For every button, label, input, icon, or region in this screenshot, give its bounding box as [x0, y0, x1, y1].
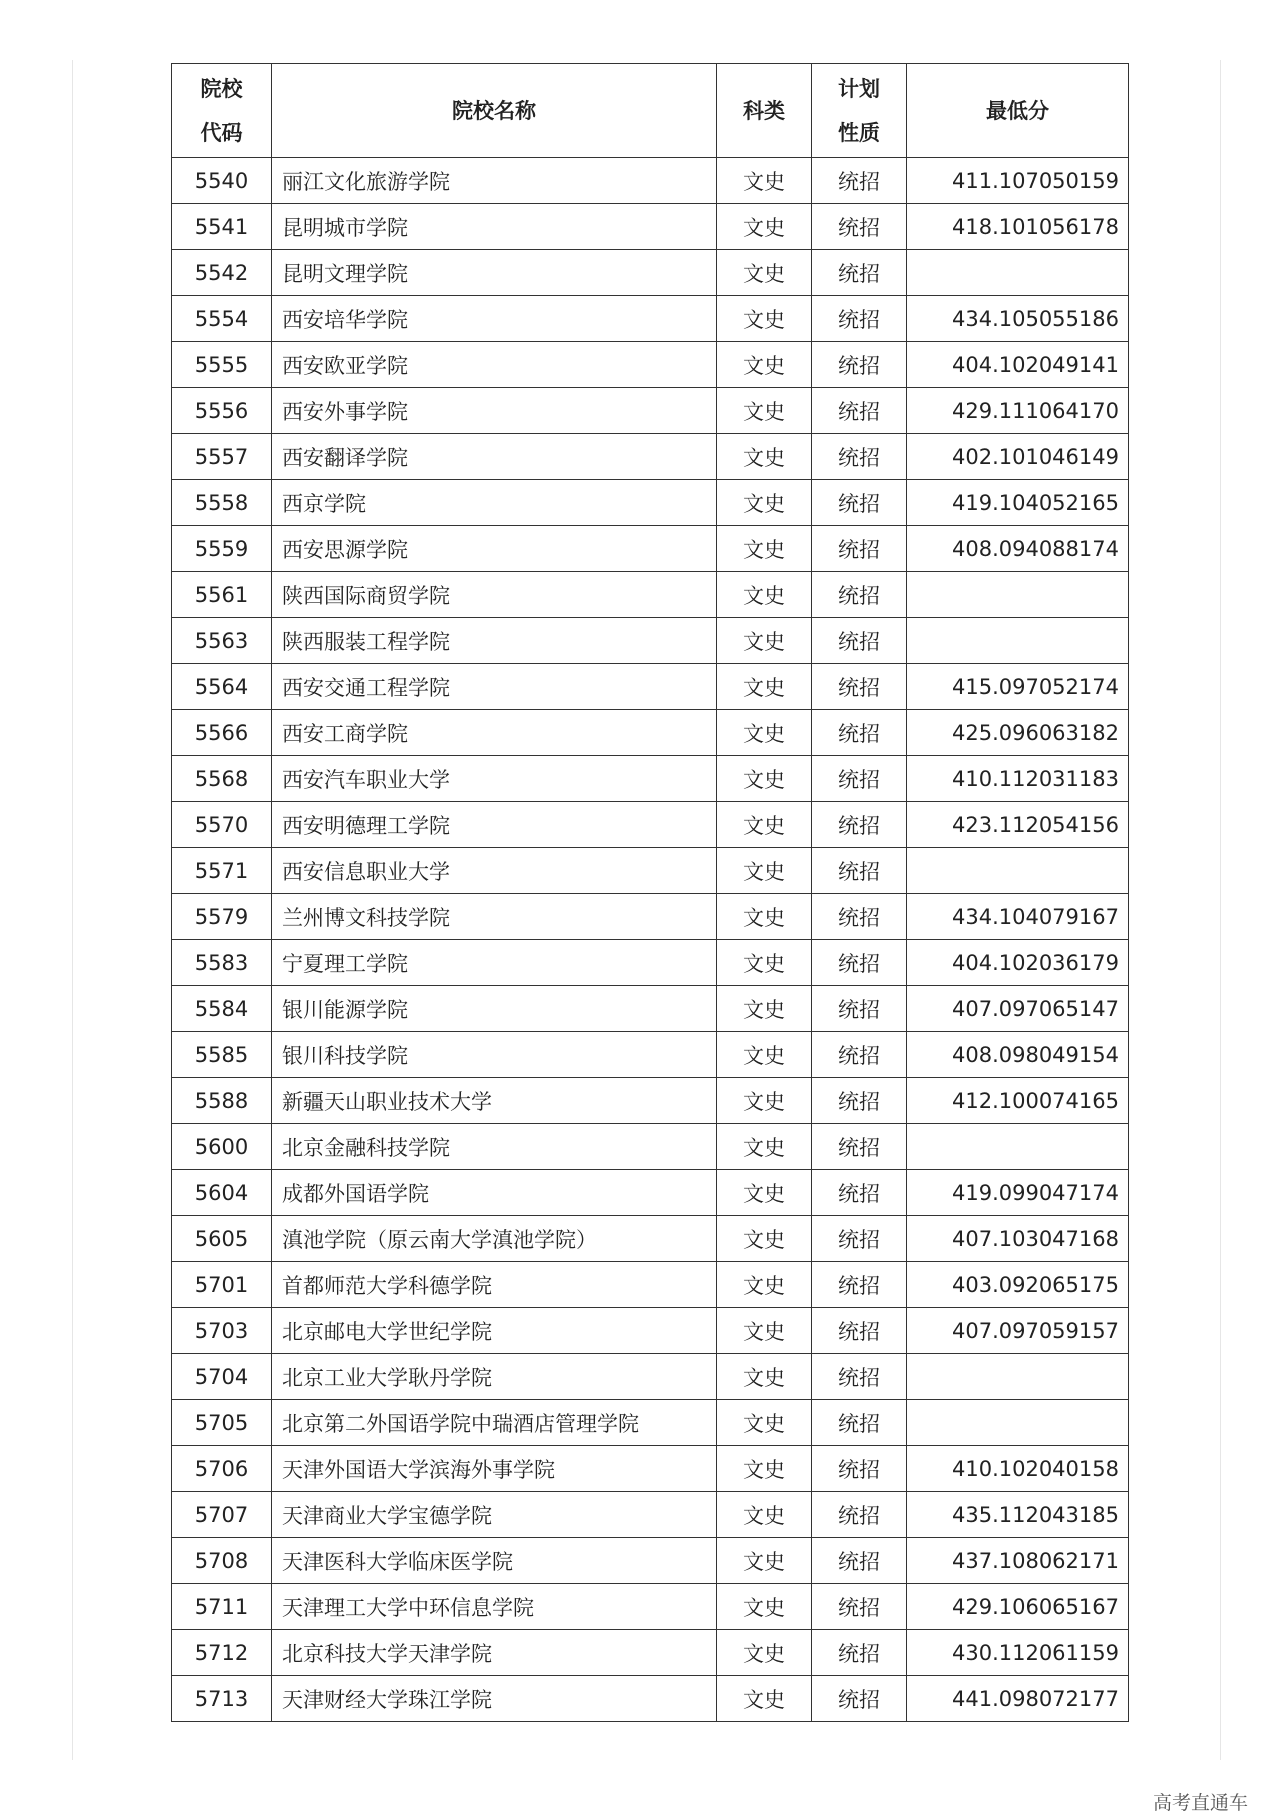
table-row [172, 572, 1129, 618]
table-row [172, 1492, 1129, 1538]
cell-school-name: 北京科技大学天津学院 [272, 1630, 717, 1676]
cell-school-name: 天津商业大学宝德学院 [272, 1492, 717, 1538]
cell-min-score: 434.105055186 [907, 296, 1129, 342]
cell-school-name: 银川能源学院 [272, 986, 717, 1032]
cell-min-score: 419.099047174 [907, 1170, 1129, 1216]
table-row [172, 388, 1129, 434]
cell-school-name: 北京邮电大学世纪学院 [272, 1308, 717, 1354]
cell-plan: 统招 [812, 342, 907, 388]
cell-code: 5713 [172, 1676, 272, 1722]
header-category: 科类 [717, 64, 812, 158]
cell-category: 文史 [717, 1216, 812, 1262]
cell-school-name: 天津财经大学珠江学院 [272, 1676, 717, 1722]
cell-code: 5540 [172, 158, 272, 204]
cell-code: 5554 [172, 296, 272, 342]
table-row [172, 1446, 1129, 1492]
cell-min-score: 429.111064170 [907, 388, 1129, 434]
cell-code: 5604 [172, 1170, 272, 1216]
table-row [172, 986, 1129, 1032]
cell-category: 文史 [717, 388, 812, 434]
table-row [172, 1032, 1129, 1078]
cell-code: 5564 [172, 664, 272, 710]
cell-category: 文史 [717, 1032, 812, 1078]
cell-plan: 统招 [812, 1538, 907, 1584]
cell-min-score: 402.101046149 [907, 434, 1129, 480]
cell-min-score: 434.104079167 [907, 894, 1129, 940]
cell-code: 5705 [172, 1400, 272, 1446]
cell-plan: 统招 [812, 848, 907, 894]
cell-plan: 统招 [812, 894, 907, 940]
cell-category: 文史 [717, 1078, 812, 1124]
cell-plan: 统招 [812, 1308, 907, 1354]
cell-category: 文史 [717, 1400, 812, 1446]
table-row [172, 802, 1129, 848]
cell-min-score: 407.097065147 [907, 986, 1129, 1032]
cell-school-name: 西安培华学院 [272, 296, 717, 342]
cell-plan: 统招 [812, 940, 907, 986]
cell-code: 5605 [172, 1216, 272, 1262]
cell-category: 文史 [717, 710, 812, 756]
cell-code: 5561 [172, 572, 272, 618]
cell-category: 文史 [717, 1308, 812, 1354]
cell-school-name: 西京学院 [272, 480, 717, 526]
cell-category: 文史 [717, 664, 812, 710]
cell-category: 文史 [717, 480, 812, 526]
cell-min-score: 425.096063182 [907, 710, 1129, 756]
cell-school-name: 西安汽车职业大学 [272, 756, 717, 802]
cell-plan: 统招 [812, 1446, 907, 1492]
cell-category: 文史 [717, 158, 812, 204]
table-row [172, 1400, 1129, 1446]
cell-school-name: 北京第二外国语学院中瑞酒店管理学院 [272, 1400, 717, 1446]
cell-min-score [907, 250, 1129, 296]
cell-plan: 统招 [812, 1492, 907, 1538]
cell-plan: 统招 [812, 250, 907, 296]
cell-school-name: 首都师范大学科德学院 [272, 1262, 717, 1308]
cell-min-score: 419.104052165 [907, 480, 1129, 526]
cell-code: 5585 [172, 1032, 272, 1078]
table-row [172, 664, 1129, 710]
cell-code: 5570 [172, 802, 272, 848]
right-margin-line [1220, 60, 1221, 1760]
cell-category: 文史 [717, 1124, 812, 1170]
cell-min-score: 423.112054156 [907, 802, 1129, 848]
cell-school-name: 天津外国语大学滨海外事学院 [272, 1446, 717, 1492]
cell-plan: 统招 [812, 1354, 907, 1400]
cell-plan: 统招 [812, 1216, 907, 1262]
cell-min-score: 415.097052174 [907, 664, 1129, 710]
cell-plan: 统招 [812, 1032, 907, 1078]
cell-code: 5571 [172, 848, 272, 894]
table-row [172, 848, 1129, 894]
cell-school-name: 西安交通工程学院 [272, 664, 717, 710]
cell-category: 文史 [717, 250, 812, 296]
admission-score-table [171, 63, 1129, 1722]
cell-school-name: 兰州博文科技学院 [272, 894, 717, 940]
cell-code: 5558 [172, 480, 272, 526]
cell-code: 5568 [172, 756, 272, 802]
cell-plan: 统招 [812, 1124, 907, 1170]
header-name: 院校名称 [272, 64, 717, 158]
cell-school-name: 天津医科大学临床医学院 [272, 1538, 717, 1584]
table-row [172, 296, 1129, 342]
cell-plan: 统招 [812, 1400, 907, 1446]
table-row [172, 1308, 1129, 1354]
cell-school-name: 昆明文理学院 [272, 250, 717, 296]
cell-category: 文史 [717, 802, 812, 848]
cell-min-score [907, 572, 1129, 618]
cell-min-score: 441.098072177 [907, 1676, 1129, 1722]
header-plan-label: 计划 性质 [838, 76, 880, 145]
cell-min-score: 407.103047168 [907, 1216, 1129, 1262]
cell-category: 文史 [717, 1630, 812, 1676]
cell-category: 文史 [717, 434, 812, 480]
cell-school-name: 陕西服装工程学院 [272, 618, 717, 664]
cell-school-name: 北京工业大学耿丹学院 [272, 1354, 717, 1400]
cell-category: 文史 [717, 986, 812, 1032]
cell-min-score [907, 618, 1129, 664]
cell-category: 文史 [717, 204, 812, 250]
cell-plan: 统招 [812, 204, 907, 250]
cell-category: 文史 [717, 1676, 812, 1722]
table-row [172, 1262, 1129, 1308]
cell-plan: 统招 [812, 1262, 907, 1308]
cell-code: 5584 [172, 986, 272, 1032]
cell-min-score: 404.102036179 [907, 940, 1129, 986]
cell-school-name: 西安欧亚学院 [272, 342, 717, 388]
cell-school-name: 丽江文化旅游学院 [272, 158, 717, 204]
cell-min-score [907, 848, 1129, 894]
table-row [172, 480, 1129, 526]
cell-plan: 统招 [812, 756, 907, 802]
cell-min-score [907, 1124, 1129, 1170]
table-row [172, 1078, 1129, 1124]
table-row [172, 1216, 1129, 1262]
cell-min-score: 407.097059157 [907, 1308, 1129, 1354]
header-min-score: 最低分 [907, 64, 1129, 158]
cell-category: 文史 [717, 894, 812, 940]
cell-code: 5712 [172, 1630, 272, 1676]
cell-school-name: 宁夏理工学院 [272, 940, 717, 986]
table-row [172, 1124, 1129, 1170]
table-row [172, 434, 1129, 480]
cell-code: 5701 [172, 1262, 272, 1308]
header-code-label: 院校 代码 [200, 76, 243, 145]
cell-school-name: 成都外国语学院 [272, 1170, 717, 1216]
table-row [172, 1630, 1129, 1676]
cell-plan: 统招 [812, 1630, 907, 1676]
cell-min-score: 408.094088174 [907, 526, 1129, 572]
header-plan [812, 64, 907, 158]
cell-min-score: 412.100074165 [907, 1078, 1129, 1124]
cell-category: 文史 [717, 1538, 812, 1584]
cell-min-score: 408.098049154 [907, 1032, 1129, 1078]
cell-plan: 统招 [812, 1676, 907, 1722]
table-row [172, 1538, 1129, 1584]
header-code [172, 64, 272, 158]
cell-code: 5559 [172, 526, 272, 572]
cell-school-name: 昆明城市学院 [272, 204, 717, 250]
cell-plan: 统招 [812, 802, 907, 848]
cell-school-name: 新疆天山职业技术大学 [272, 1078, 717, 1124]
table-row [172, 756, 1129, 802]
cell-min-score: 410.102040158 [907, 1446, 1129, 1492]
cell-code: 5706 [172, 1446, 272, 1492]
cell-plan: 统招 [812, 388, 907, 434]
cell-school-name: 西安翻译学院 [272, 434, 717, 480]
table-row [172, 342, 1129, 388]
cell-min-score: 435.112043185 [907, 1492, 1129, 1538]
cell-school-name: 西安外事学院 [272, 388, 717, 434]
cell-plan: 统招 [812, 1584, 907, 1630]
cell-category: 文史 [717, 1262, 812, 1308]
table-row [172, 204, 1129, 250]
cell-min-score: 404.102049141 [907, 342, 1129, 388]
cell-code: 5557 [172, 434, 272, 480]
cell-school-name: 西安思源学院 [272, 526, 717, 572]
table-row [172, 250, 1129, 296]
cell-category: 文史 [717, 848, 812, 894]
cell-school-name: 西安信息职业大学 [272, 848, 717, 894]
cell-code: 5588 [172, 1078, 272, 1124]
cell-category: 文史 [717, 618, 812, 664]
cell-code: 5541 [172, 204, 272, 250]
cell-code: 5542 [172, 250, 272, 296]
table-header-row [172, 64, 1129, 158]
cell-code: 5600 [172, 1124, 272, 1170]
cell-category: 文史 [717, 296, 812, 342]
left-margin-line [72, 60, 73, 1760]
cell-plan: 统招 [812, 158, 907, 204]
cell-category: 文史 [717, 1584, 812, 1630]
table-row [172, 1170, 1129, 1216]
cell-code: 5708 [172, 1538, 272, 1584]
cell-school-name: 西安明德理工学院 [272, 802, 717, 848]
table-row [172, 158, 1129, 204]
cell-code: 5556 [172, 388, 272, 434]
cell-plan: 统招 [812, 710, 907, 756]
cell-min-score: 437.108062171 [907, 1538, 1129, 1584]
cell-school-name: 滇池学院（原云南大学滇池学院） [272, 1216, 717, 1262]
cell-code: 5579 [172, 894, 272, 940]
table-row [172, 526, 1129, 572]
cell-category: 文史 [717, 1354, 812, 1400]
cell-code: 5707 [172, 1492, 272, 1538]
cell-code: 5703 [172, 1308, 272, 1354]
cell-school-name: 西安工商学院 [272, 710, 717, 756]
cell-min-score: 418.101056178 [907, 204, 1129, 250]
cell-school-name: 银川科技学院 [272, 1032, 717, 1078]
cell-school-name: 陕西国际商贸学院 [272, 572, 717, 618]
cell-code: 5583 [172, 940, 272, 986]
cell-school-name: 天津理工大学中环信息学院 [272, 1584, 717, 1630]
watermark-text: 高考直通车 [1152, 1792, 1248, 1814]
cell-category: 文史 [717, 1492, 812, 1538]
cell-min-score: 429.106065167 [907, 1584, 1129, 1630]
cell-school-name: 北京金融科技学院 [272, 1124, 717, 1170]
cell-category: 文史 [717, 1170, 812, 1216]
cell-category: 文史 [717, 572, 812, 618]
cell-plan: 统招 [812, 434, 907, 480]
table-row [172, 894, 1129, 940]
cell-plan: 统招 [812, 1170, 907, 1216]
table-row [172, 1354, 1129, 1400]
cell-category: 文史 [717, 940, 812, 986]
cell-category: 文史 [717, 1446, 812, 1492]
cell-min-score: 430.112061159 [907, 1630, 1129, 1676]
table-row [172, 618, 1129, 664]
cell-code: 5566 [172, 710, 272, 756]
table-row [172, 940, 1129, 986]
cell-plan: 统招 [812, 618, 907, 664]
cell-min-score: 410.112031183 [907, 756, 1129, 802]
cell-category: 文史 [717, 526, 812, 572]
table-row [172, 1676, 1129, 1722]
cell-plan: 统招 [812, 664, 907, 710]
cell-code: 5563 [172, 618, 272, 664]
table-row [172, 1584, 1129, 1630]
cell-plan: 统招 [812, 986, 907, 1032]
cell-plan: 统招 [812, 1078, 907, 1124]
cell-plan: 统招 [812, 572, 907, 618]
cell-min-score [907, 1354, 1129, 1400]
cell-plan: 统招 [812, 296, 907, 342]
table-body [172, 158, 1129, 1722]
cell-category: 文史 [717, 342, 812, 388]
cell-code: 5555 [172, 342, 272, 388]
cell-category: 文史 [717, 756, 812, 802]
cell-min-score: 411.107050159 [907, 158, 1129, 204]
cell-plan: 统招 [812, 480, 907, 526]
cell-plan: 统招 [812, 526, 907, 572]
cell-code: 5704 [172, 1354, 272, 1400]
table-row [172, 710, 1129, 756]
cell-code: 5711 [172, 1584, 272, 1630]
cell-min-score [907, 1400, 1129, 1446]
cell-min-score: 403.092065175 [907, 1262, 1129, 1308]
